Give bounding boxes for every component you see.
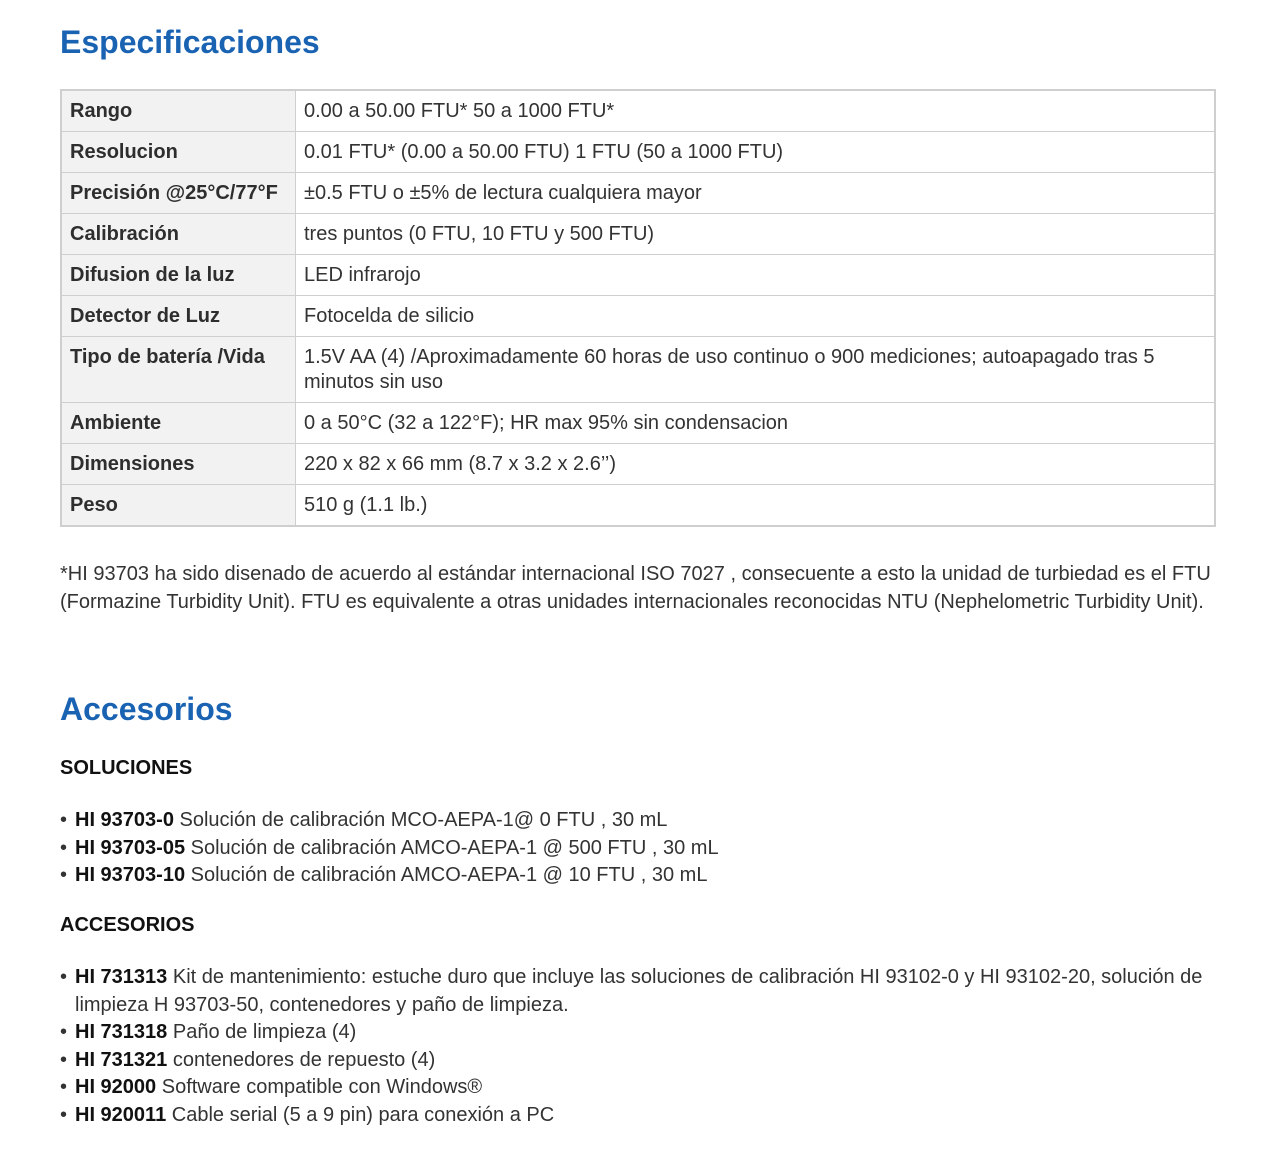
bullet-icon: • [60, 836, 68, 859]
spec-label: Detector de Luz [61, 296, 296, 337]
item-code: HI 731318 [75, 1021, 168, 1043]
list-item [60, 1047, 1216, 1075]
table-row [61, 173, 1215, 214]
list-item [60, 964, 1216, 1019]
specifications-title: Especificaciones [60, 24, 320, 60]
table-row [61, 214, 1215, 255]
bullet-icon: • [60, 809, 68, 831]
spec-label: Ambiente [61, 403, 296, 444]
table-row [61, 337, 1215, 403]
table-row [61, 132, 1215, 173]
item-description: Cable serial (5 a 9 pin) para conexión a PC [166, 1103, 555, 1126]
item-description: Software compatible con Windows® [156, 1076, 483, 1098]
item-description: Solución de calibración MCO-AEPA-1@ 0 FTU , 30 mL [173, 809, 668, 831]
item-description: Kit de mantenimiento: estuche duro que incluye las soluciones de calibración HI 93102-0 y HI 93102-20, solución de limpieza H 93703-50, contenedores y paño de limpieza. [75, 966, 1203, 1016]
item-code: HI 920011 [75, 1103, 167, 1126]
spec-label: Resolucion [61, 132, 296, 173]
spec-value: 220 x 82 x 66 mm (8.7 x 3.2 x 2.6’’) [296, 444, 1216, 485]
item-description: contenedores de repuesto (4) [167, 1048, 436, 1071]
specifications-table [60, 89, 1216, 527]
list-item [60, 1019, 1216, 1047]
bullet-icon: • [60, 1048, 68, 1071]
spec-value: 0.01 FTU* (0.00 a 50.00 FTU) 1 FTU (50 a 1000 FTU) [296, 132, 1216, 173]
spec-value: Fotocelda de silicio [296, 296, 1216, 337]
spec-label: Tipo de batería /Vida [61, 337, 296, 403]
spec-label: Peso [61, 485, 296, 527]
accessories-heading: ACCESORIOS [60, 914, 195, 936]
spec-value: 1.5V AA (4) /Aproximadamente 60 horas de uso continuo o 900 mediciones; autoapagado tras 5 minutos sin uso [296, 337, 1216, 403]
item-description: Solución de calibración AMCO-AEPA-1 @ 500 FTU , 30 mL [185, 836, 719, 859]
table-row [61, 296, 1215, 337]
item-description: Paño de limpieza (4) [167, 1021, 357, 1043]
item-code: HI 92000 [75, 1076, 157, 1098]
table-row [61, 403, 1215, 444]
bullet-icon: • [60, 1021, 68, 1043]
list-item [60, 1102, 1216, 1130]
item-code: HI 93703-0 [75, 809, 174, 831]
list-item [60, 862, 1216, 890]
item-code: HI 93703-10 [75, 864, 186, 886]
table-row [61, 444, 1215, 485]
spec-value: ±0.5 FTU o ±5% de lectura cualquiera mayor [296, 173, 1216, 214]
spec-label: Rango [61, 90, 296, 132]
bullet-icon: • [60, 966, 68, 988]
spec-value: LED infrarojo [296, 255, 1216, 296]
item-description: Solución de calibración AMCO-AEPA-1 @ 10 FTU , 30 mL [185, 864, 708, 886]
list-item [60, 807, 1216, 835]
item-code: HI 93703-05 [75, 836, 186, 859]
table-row [61, 485, 1215, 527]
bullet-icon: • [60, 1103, 68, 1126]
table-row [61, 90, 1215, 132]
spec-value: 0 a 50°C (32 a 122°F); HR max 95% sin condensacion [296, 403, 1216, 444]
solutions-heading: SOLUCIONES [60, 757, 193, 779]
solutions-list [60, 807, 1216, 890]
item-code: HI 731313 [75, 966, 168, 988]
spec-label: Dimensiones [61, 444, 296, 485]
iso-footnote: *HI 93703 ha sido disenado de acuerdo al estándar internacional ISO 7027 , consecuente a esto la unidad de turbiedad es el FTU (Formazine Turbidity Unit). FTU es equivalente a otras unidades internacionales reconocidas NTU (Nephelometric Turbidity Unit). [60, 563, 1211, 613]
spec-label: Precisión @25°C/77°F [61, 173, 296, 214]
spec-value: 0.00 a 50.00 FTU* 50 a 1000 FTU* [296, 90, 1216, 132]
list-item [60, 835, 1216, 863]
table-row [61, 255, 1215, 296]
spec-label: Difusion de la luz [61, 255, 296, 296]
spec-label: Calibración [61, 214, 296, 255]
spec-value: tres puntos (0 FTU, 10 FTU y 500 FTU) [296, 214, 1216, 255]
item-code: HI 731321 [75, 1048, 168, 1071]
list-item [60, 1074, 1216, 1102]
accessories-title: Accesorios [60, 691, 233, 727]
bullet-icon: • [60, 1076, 68, 1098]
spec-value: 510 g (1.1 lb.) [296, 485, 1216, 527]
bullet-icon: • [60, 864, 68, 886]
accessories-list [60, 964, 1216, 1129]
